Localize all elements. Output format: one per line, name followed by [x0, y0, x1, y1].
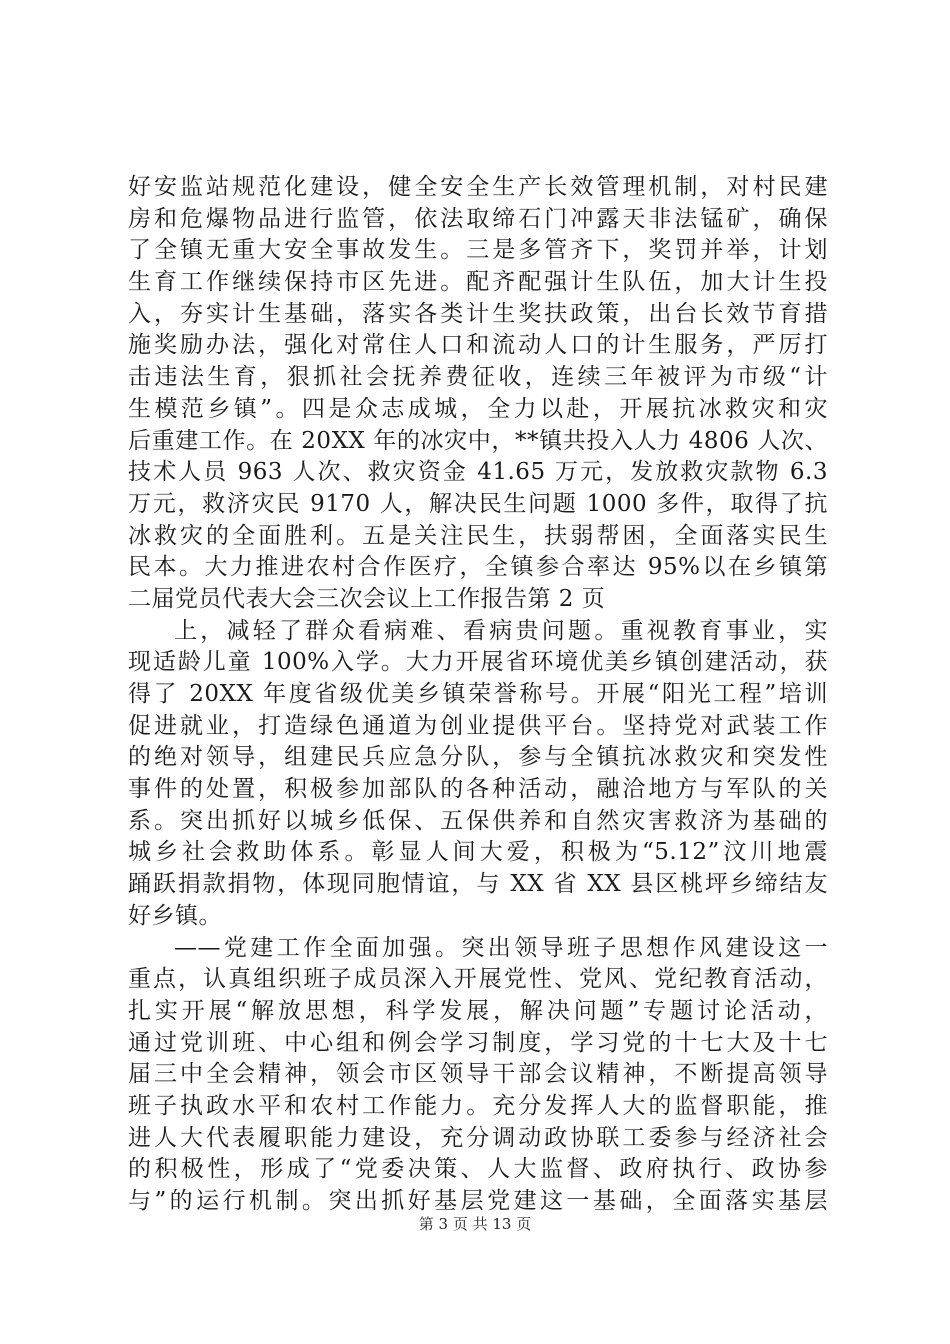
- text-line: 民本。大力推进农村合作医疗，全镇参合率达 95%以在乡镇第: [128, 554, 828, 581]
- text-line: 促进就业，打造绿色通道为创业提供平台。坚持党对武装工作: [128, 712, 828, 739]
- text-line: 击违法生育，狠抓社会抚养费征收，连续三年被评为市级“计: [128, 364, 828, 391]
- text-line: 踊跃捐款捐物，体现同胞情谊，与 XX 省 XX 县区桃坪乡缔结友: [128, 871, 828, 898]
- text-line: 重点，认真组织班子成员深入开展党性、党风、党纪教育活动，: [128, 966, 828, 993]
- text-line: 的积极性，形成了“党委决策、人大监督、政府执行、政协参: [128, 1156, 828, 1183]
- text-line: 二届党员代表大会三次会议上工作报告第 2 页: [128, 585, 606, 612]
- text-line: 届三中全会精神，领会市区领导干部会议精神，不断提高领导: [128, 1061, 828, 1088]
- text-line: 得了 20XX 年度省级优美乡镇荣誉称号。开展“阳光工程”培训: [128, 681, 828, 707]
- text-line: 城乡社会救助体系。彰显人间大爱，积极为“5.12”汶川地震: [128, 839, 828, 866]
- text-line: 万元，救济灾民 9170 人，解决民生问题 1000 多件，取得了抗: [128, 490, 828, 517]
- text-line: 好安监站规范化建设，健全安全生产长效管理机制，对村民建: [128, 174, 828, 200]
- text-line: 进人大代表履职能力建设，充分调动政协联工委参与经济社会: [128, 1124, 828, 1151]
- text-line: 生模范乡镇”。四是众志成城，全力以赴，开展抗冰救灾和灾: [128, 395, 828, 422]
- text-line: 好乡镇。: [128, 902, 222, 929]
- body-text: [128, 172, 828, 1218]
- page-footer: 第 3 页 共 13 页: [418, 1215, 532, 1233]
- text-line: 与”的运行机制。突出抓好基层党建这一基础，全面落实基层: [128, 1188, 828, 1214]
- text-line: 事件的处置，积极参加部队的各种活动，融洽地方与军队的关: [128, 776, 828, 803]
- text-line: 了全镇无重大安全事故发生。三是多管齐下，奖罚并举，计划: [128, 237, 828, 264]
- text-line: 扎实开展“解放思想，科学发展，解决问题”专题讨论活动，: [128, 997, 828, 1024]
- text-line: 系。突出抓好以城乡低保、五保供养和自然灾害救济为基础的: [128, 807, 828, 834]
- text-line: 技术人员 963 人次、救灾资金 41.65 万元，发放救灾款物 6.3: [128, 459, 828, 486]
- text-line: 现适龄儿童 100%入学。大力开展省环境优美乡镇创建活动，获: [128, 649, 828, 676]
- text-line: ——党建工作全面加强。突出领导班子思想作风建设这一: [174, 934, 828, 961]
- text-line: 上，减轻了群众看病难、看病贵问题。重视教育事业，实: [174, 617, 828, 644]
- text-line: 后重建工作。在 20XX 年的冰灾中，**镇共投入人力 4806 人次、: [128, 427, 828, 454]
- text-line: 房和危爆物品进行监管，依法取缔石门冲露天非法锰矿，确保: [128, 205, 828, 232]
- text-line: 通过党训班、中心组和例会学习制度，学习党的十七大及十七: [128, 1029, 828, 1056]
- text-line: 班子执政水平和农村工作能力。充分发挥人大的监督职能，推: [128, 1092, 828, 1119]
- text-line: 的绝对领导，组建民兵应急分队，参与全镇抗冰救灾和突发性: [128, 744, 828, 771]
- text-line: 入，夯实计生基础，落实各类计生奖扶政策，出台长效节育措: [128, 300, 828, 327]
- text-line: 生育工作继续保持市区先进。配齐配强计生队伍，加大计生投: [128, 269, 828, 296]
- text-line: 冰救灾的全面胜利。五是关注民生，扶弱帮困，全面落实民生: [128, 522, 828, 549]
- text-line: 施奖励办法，强化对常住人口和流动人口的计生服务，严厉打: [128, 332, 828, 359]
